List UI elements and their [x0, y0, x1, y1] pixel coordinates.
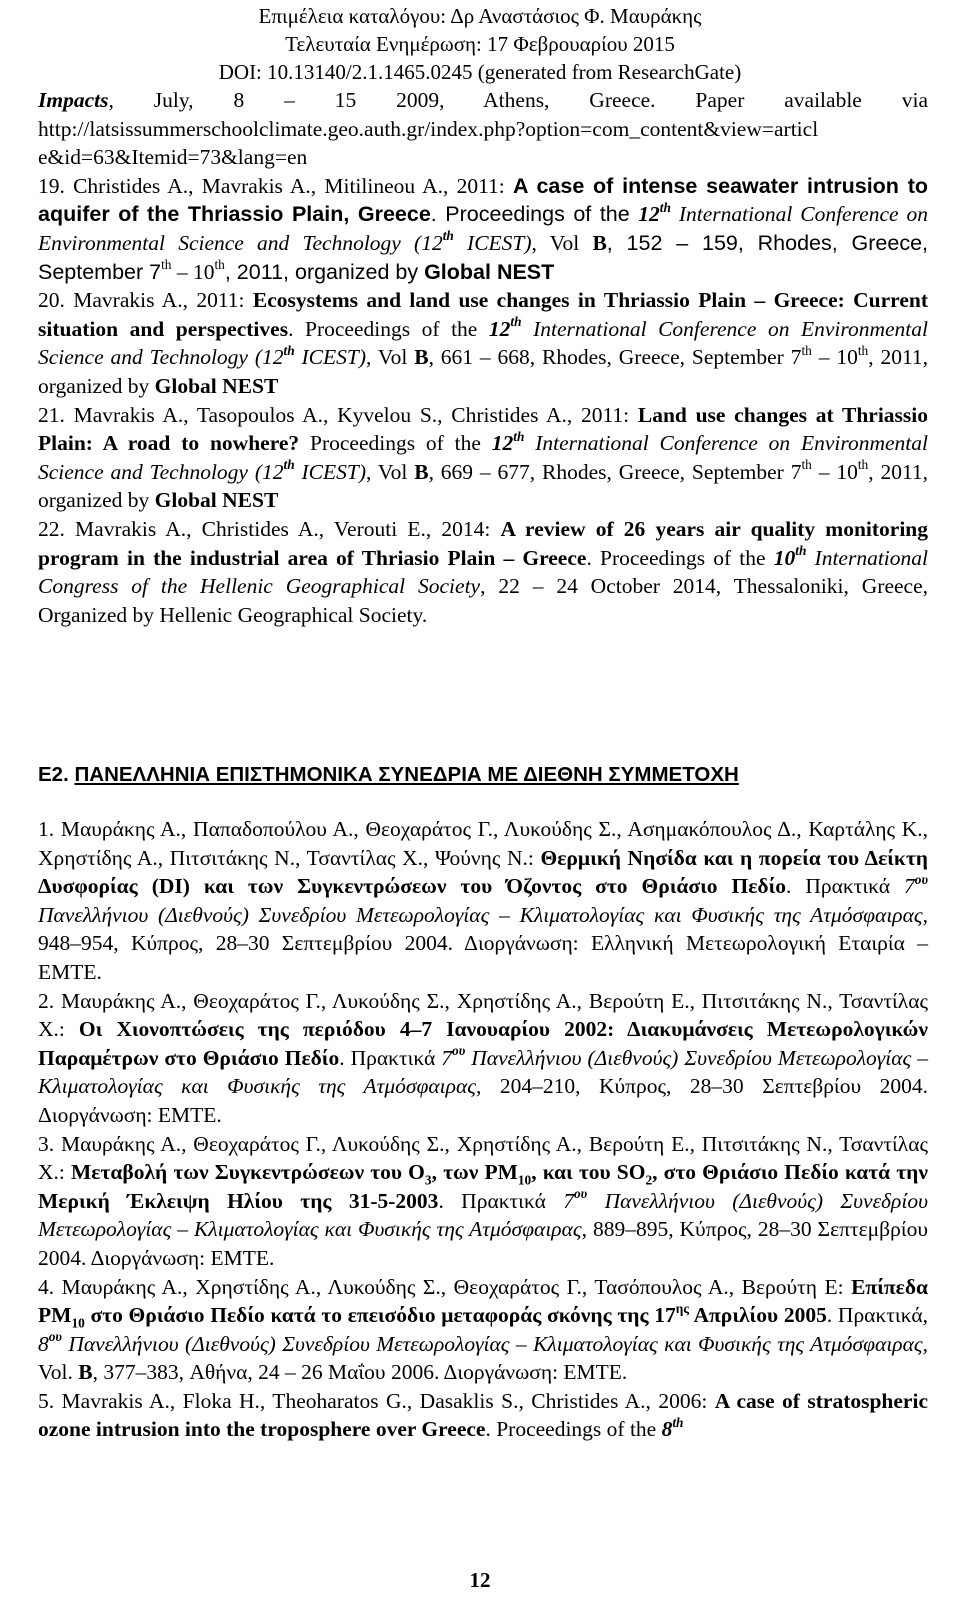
reference-conference-name: International Conference on Environmental Science and Technology (12 [38, 316, 928, 370]
reference-impacts-word: Impacts [38, 88, 109, 112]
reference-continuation-text: , July, 8 – 15 2009, Athens, Greece. Paper available via http://latsissummerschoolclimate.geo.auth.gr/index.php?option=com_content&view=articl e&id=63&Itemid=73&lang=en [38, 88, 928, 170]
reference-authors: Mavrakis A., Tasopoulos A., Kyvelou S., Christides A., 2011: [73, 402, 638, 427]
reference-conference-ordinal: 10 [773, 545, 796, 570]
header-update-line: Τελευταία Ενημέρωση: 17 Φεβρουαρίου 2015 [285, 32, 675, 56]
page-number: 12 [469, 1568, 491, 1592]
reference-authors: Mavrakis A., Floka H., Theoharatos G., Dasaklis S., Christides A., 2006: [61, 1388, 715, 1413]
reference-title: A case of stratospheric ozone intrusion into the troposphere over Greece [38, 1388, 928, 1442]
reference-text: . Proceedings of the [430, 202, 639, 227]
reference-sup: ου [48, 1329, 62, 1345]
section-prefix: E2. [38, 763, 75, 786]
reference-authors: Μαυράκης Α., Παπαδοπούλου Α., Θεοχαράτος Γ., Λυκούδης Σ., Ασημακόπουλος Δ., Καρτάλης Κ., Χρηστίδης Α., Πιτσιτάκης Ν., Τσαντίλας Χ., Ψούνης Ν.: [38, 817, 929, 870]
reference-conference-ordinal: 12 [488, 316, 511, 341]
reference-conference-ordinal: 8 [661, 1417, 673, 1442]
reference-sub: 2 [645, 1172, 653, 1188]
reference-sup: th [801, 457, 812, 473]
reference-title: , και του SO [531, 1160, 646, 1185]
header-doi-line: DOI: 10.13140/2.1.1465.0245 (generated from ResearchGate) [218, 60, 742, 84]
reference-conference-ordinal: 12 [638, 202, 660, 227]
reference-title: Θερμική Νησίδα και η πορεία του Δείκτη Δυσφορίας (DI) και των Συγκεντρώσεων του Όζοντος στο Θριάσιο Πεδίο [38, 845, 928, 899]
reference-sup: th [283, 342, 295, 358]
reference-text: – 10 [171, 259, 215, 284]
reference-text: , Vol. [38, 1331, 928, 1385]
reference-number: 5. [38, 1388, 55, 1413]
reference-item [38, 515, 928, 629]
reference-text: , 377–383, Αθήνα, 24 – 26 Μαΐου 2006. Διοργάνωση: ΕΜΤΕ. [92, 1360, 628, 1385]
reference-item [38, 172, 928, 286]
reference-text: , Vol [366, 345, 415, 370]
reference-title: , των PM [431, 1160, 518, 1185]
reference-item [38, 1130, 928, 1273]
reference-conference-acronym: ICEST) [294, 459, 366, 484]
reference-sub: 10 [71, 1315, 85, 1331]
reference-sup: ου [914, 871, 928, 887]
reference-number: 2. [38, 988, 55, 1013]
reference-text: , 889–895, Κύπρος, 28–30 Σεπτεμβρίου 2004. Διοργάνωση: ΕΜΤΕ. [38, 1217, 928, 1270]
reference-item [38, 401, 928, 515]
reference-item [38, 286, 928, 400]
reference-sup: th [510, 314, 522, 330]
reference-title: Επίπεδα PM [38, 1274, 928, 1328]
reference-sup: th [659, 199, 671, 215]
reference-authors: Christides A., Mavrakis A., Mitilineou A., 2011: [73, 173, 513, 198]
reference-text: , Vol [366, 459, 415, 484]
reference-text: , 2011, organized by [38, 345, 929, 398]
reference-authors: Μαυράκης Α., Θεοχαράτος Γ., Λυκούδης Σ., Χρηστίδης Α., Βερούτη Ε., Πιτσιτάκης Ν., Τσαντίλας Χ.: [38, 988, 928, 1042]
reference-sup: ου [452, 1043, 466, 1059]
reference-sup: th [161, 257, 172, 273]
reference-title: A review of 26 years air quality monitoring program in the industrial area of Thriasio Plain – Greece [38, 516, 929, 570]
reference-volume: B [592, 230, 607, 255]
reference-text: Proceedings of the [299, 431, 492, 456]
reference-title: Μεταβολή των Συγκεντρώσεων του Ο [71, 1160, 425, 1185]
reference-organizer: Global NEST [424, 259, 555, 284]
reference-number: 20. [38, 288, 65, 313]
reference-number: 19. [38, 173, 65, 198]
reference-conference-name: International Conference on Environmental Science and Technology (12 [38, 202, 928, 255]
reference-text: . Πρακτικά [438, 1188, 564, 1213]
reference-title: Οι Χιονοπτώσεις της περιόδου 4–7 Ιανουαρίου 2002: Διακυμάνσεις Μετεωρολογικών Παραμέτρων στο Θριάσιο Πεδίο [38, 1017, 928, 1070]
reference-conference-ordinal: 12 [491, 431, 514, 456]
reference-number: 1. [38, 817, 55, 841]
section-heading [38, 763, 739, 787]
reference-title: στο Θριάσιο Πεδίο κατά το επεισόδιο μεταφοράς σκόνης της 17 [84, 1303, 676, 1328]
reference-conference-acronym: ICEST) [294, 345, 366, 370]
reference-text: . Πρακτικά [339, 1045, 442, 1070]
reference-item [38, 987, 928, 1130]
reference-text: , 204–210, Κύπρος, 28–30 Σεπτεβρίου 2004. Διοργάνωση: ΕΜΤΕ. [38, 1074, 928, 1127]
reference-volume: B [78, 1360, 93, 1385]
reference-text: . Πρακτικά [786, 874, 905, 899]
reference-text: , 948–954, Κύπρος, 28–30 Σεπτεμβρίου 2004. Διοργάνωση: Ελληνική Μετεωρολογική Εταιρία – ΕΜΤΕ. [38, 902, 928, 984]
reference-sup: ου [574, 1186, 588, 1202]
reference-conference-name: International Conference on Environmental Science and Technology (12 [38, 431, 928, 484]
reference-text: . Πρακτικά, [826, 1303, 928, 1328]
reference-number: 4. [38, 1274, 55, 1299]
reference-item [38, 1387, 928, 1444]
reference-text: , 2011, organized by [224, 259, 425, 284]
reference-sup: th [214, 257, 225, 273]
section-title: ΠΑΝΕΛΛΗΝΙΑ ΕΠΙΣΤΗΜΟΝΙΚΑ ΣΥΝΕΔΡΙΑ ΜΕ ΔΙΕΘΝΗ ΣΥΜΜΕΤΟΧΗ [74, 763, 739, 786]
reference-sup: th [857, 342, 869, 358]
reference-text: , 661 – 668, Rhodes, Greece, September 7 [428, 345, 802, 370]
reference-authors: Μαυράκης Α., Θεοχαράτος Γ., Λυκούδης Σ., Χρηστίδης Α., Βερούτη Ε., Πιτσιτάκης Ν., Τσαντίλας Χ.: [38, 1131, 928, 1185]
reference-conference-name: International Congress of the Hellenic Geographical Society [38, 545, 929, 599]
reference-text: , 152 – 159, Rhodes, Greece, September 7 [38, 230, 929, 284]
reference-authors: Mavrakis A., Christides A., Verouti E., 2014: [75, 516, 501, 541]
english-references [38, 86, 928, 629]
reference-sup: th [283, 457, 295, 473]
reference-conference-ordinal: 8 [38, 1331, 49, 1356]
greek-references [38, 815, 928, 1444]
reference-organizer: Global NEST [154, 488, 279, 513]
reference-number: 22. [38, 516, 65, 541]
reference-sub: 10 [517, 1172, 532, 1188]
reference-conference-acronym: ICEST) [453, 230, 532, 255]
reference-sup: th [795, 543, 807, 559]
reference-sub: 3 [424, 1172, 432, 1188]
reference-text: . Proceedings of the [288, 316, 489, 341]
reference-title: , στο Θριάσιο Πεδίο κατά την Μερική Έκλειψη Ηλίου της 31-5-2003 [38, 1160, 928, 1213]
reference-text: . Proceedings of the [485, 1417, 662, 1442]
reference-item [38, 815, 928, 987]
reference-number: 21. [38, 402, 65, 427]
reference-text: , 2011, organized by [38, 459, 929, 513]
reference-text: , 22 – 24 October 2014, Thessaloniki, Greece, Organized by Hellenic Geographical Society. [38, 574, 928, 627]
reference-title: A case of intense seawater intrusion to aquifer of the Thriassio Plain, Greece [38, 173, 929, 227]
reference-text: , Vol [531, 230, 593, 255]
reference-conference-name: Πανελλήνιου (Διεθνούς) Συνεδρίου Μετεωρολογίας – Κλιματολογίας και Φυσικής της Ατμόσφαιρας [38, 1188, 928, 1242]
reference-title: Land use changes at Thriassio Plain: A road to nowhere? [38, 402, 929, 456]
reference-sup: th [857, 457, 869, 473]
reference-conference-name: Πανελλήνιου (Διεθνούς) Συνεδρίου Μετεωρολογίας – Κλιματολογίας και Φυσικής της Ατμόσφαιρας [61, 1331, 923, 1356]
reference-sup: th [513, 428, 525, 444]
reference-sup: th [672, 1414, 684, 1430]
reference-text: – 10 [811, 345, 858, 370]
reference-conference-ordinal: 7 [441, 1045, 453, 1070]
reference-text: . Proceedings of the [586, 545, 774, 570]
reference-item [38, 1273, 928, 1387]
reference-organizer: Global NEST [154, 373, 279, 398]
reference-continuation [38, 86, 928, 172]
reference-authors: Μαυράκης Α., Χρηστίδης Α., Λυκούδης Σ., Θεοχαράτος Γ., Τασόπουλος Α., Βερούτη Ε: [61, 1274, 852, 1299]
reference-conference-ordinal: 7 [563, 1188, 574, 1213]
reference-text: – 10 [811, 459, 858, 484]
reference-sup: th [442, 228, 454, 244]
reference-volume: B [414, 459, 429, 484]
reference-volume: B [414, 345, 429, 370]
page-header [0, 2, 960, 86]
reference-conference-name: Πανελλήνιου (Διεθνούς) Συνεδρίου Μετεωρολογίας – Κλιματολογίας και Φυσικής της Ατμόσφαιρας [38, 902, 923, 927]
reference-conference-ordinal: 7 [904, 874, 915, 899]
reference-number: 3. [38, 1131, 55, 1156]
reference-conference-name: Πανελλήνιου (Διεθνούς) Συνεδρίου Μετεωρολογίας – Κλιματολογίας και Φυσικής της Ατμόσφαιρας [38, 1045, 928, 1099]
reference-title: Ecosystems and land use changes in Thriassio Plain – Greece: Current situation and perspectives [38, 288, 929, 341]
reference-authors: Mavrakis A., 2011: [73, 288, 253, 313]
reference-sup: ης [675, 1300, 689, 1316]
reference-sup: th [801, 342, 812, 358]
header-editor-line: Επιμέλεια καταλόγου: Δρ Αναστάσιος Φ. Μαυράκης [258, 4, 702, 28]
reference-title: Απριλίου 2005 [688, 1303, 827, 1328]
reference-text: , 669 – 677, Rhodes, Greece, September 7 [428, 459, 802, 484]
